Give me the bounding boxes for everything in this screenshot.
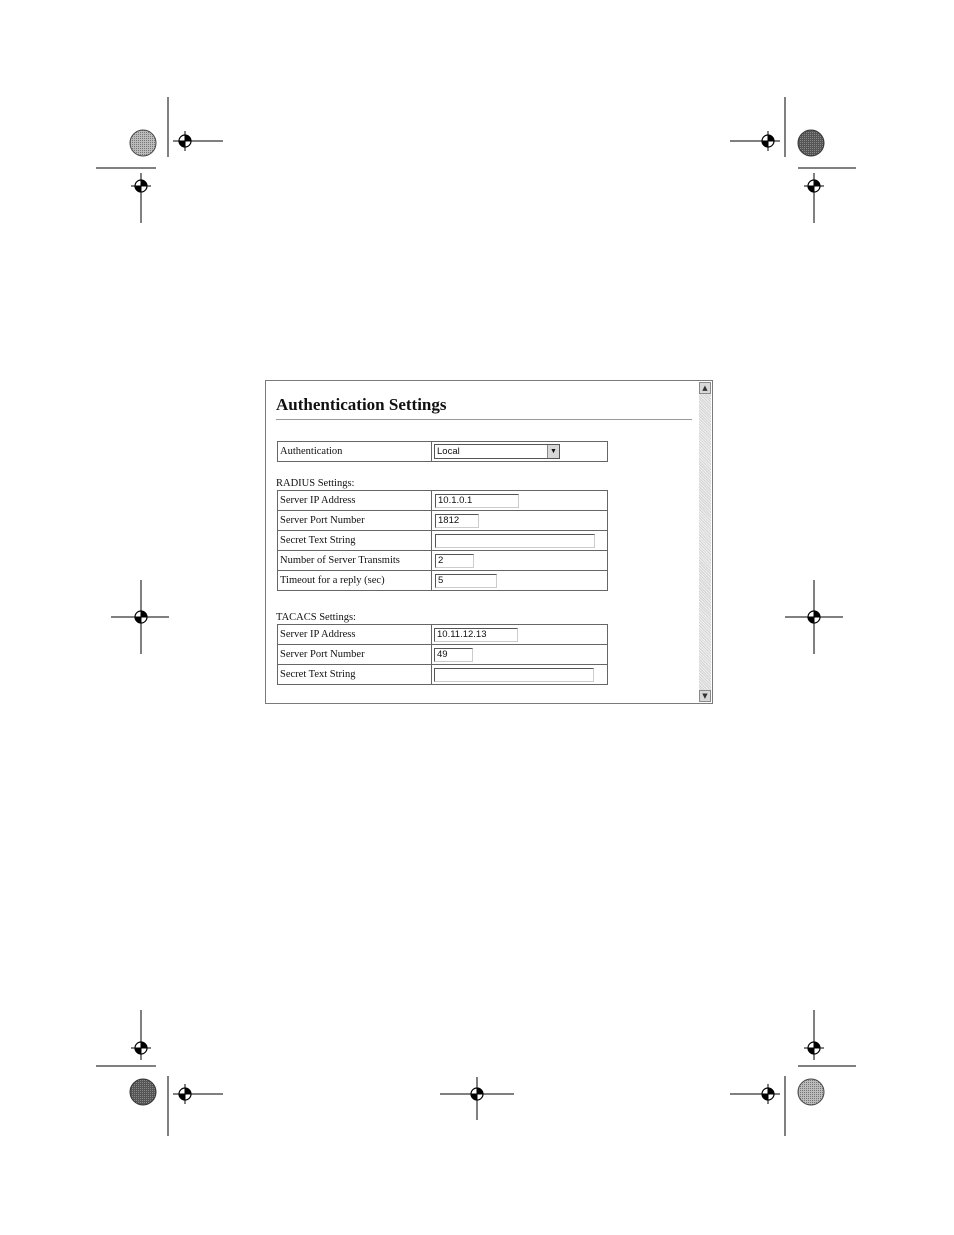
tacacs-settings-table [277, 624, 608, 685]
radius-transmits-input[interactable]: 2 [435, 554, 474, 568]
registration-mark-icon [440, 1077, 514, 1120]
radius-settings-table [277, 490, 608, 591]
radius-timeout-label: Timeout for a reply (sec) [278, 571, 432, 591]
registration-mark-icon [730, 97, 856, 223]
scroll-down-arrow-icon[interactable]: ▼ [699, 690, 711, 702]
vertical-scrollbar[interactable] [699, 382, 711, 702]
table-row [278, 551, 608, 571]
radius-secret-label: Secret Text String [278, 531, 432, 551]
title-divider [276, 419, 692, 420]
radius-secret-input[interactable] [435, 534, 595, 548]
tacacs-settings-heading: TACACS Settings: [276, 612, 356, 623]
table-row [278, 531, 608, 551]
radius-server-port-label: Server Port Number [278, 511, 432, 531]
radius-server-ip-label: Server IP Address [278, 491, 432, 511]
scroll-up-arrow-icon[interactable]: ▲ [699, 382, 711, 394]
table-row [278, 571, 608, 591]
registration-mark-icon [96, 1010, 223, 1136]
registration-mark-icon [96, 97, 223, 223]
page-content [267, 382, 698, 702]
radius-server-port-input[interactable]: 1812 [435, 514, 479, 528]
radius-server-ip-input[interactable]: 10.1.0.1 [435, 494, 519, 508]
dropdown-arrow-icon[interactable]: ▼ [547, 445, 559, 458]
authentication-label: Authentication [278, 442, 432, 462]
authentication-cell [432, 442, 608, 462]
tacacs-secret-input[interactable] [434, 668, 594, 682]
table-row [278, 665, 608, 685]
authentication-selected-value: Local [437, 446, 460, 457]
tacacs-server-ip-label: Server IP Address [278, 625, 432, 645]
radius-settings-heading: RADIUS Settings: [276, 478, 355, 489]
authentication-table [277, 441, 608, 462]
table-row [278, 645, 608, 665]
tacacs-server-ip-input[interactable]: 10.11.12.13 [434, 628, 518, 642]
page-title: Authentication Settings [276, 395, 447, 414]
authentication-select[interactable] [434, 444, 560, 459]
table-row [278, 625, 608, 645]
browser-content-window [265, 380, 713, 704]
tacacs-server-port-input[interactable]: 49 [434, 648, 473, 662]
radius-timeout-input[interactable]: 5 [435, 574, 497, 588]
radius-transmits-label: Number of Server Transmits [278, 551, 432, 571]
tacacs-server-port-label: Server Port Number [278, 645, 432, 665]
table-row [278, 511, 608, 531]
table-row [278, 491, 608, 511]
tacacs-secret-label: Secret Text String [278, 665, 432, 685]
registration-mark-icon [730, 1010, 856, 1136]
table-row [278, 442, 608, 462]
